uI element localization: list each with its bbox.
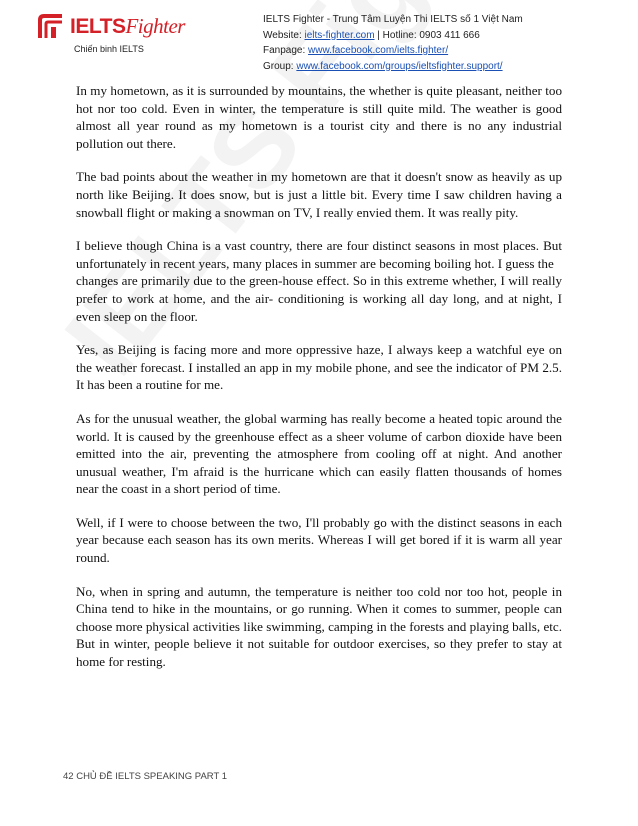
logo-brand-main: IELTS bbox=[70, 15, 126, 38]
document-body bbox=[76, 82, 562, 687]
hotline-text: | Hotline: 0903 411 666 bbox=[374, 29, 480, 41]
paragraph: Yes, as Beijing is facing more and more oppressive haze, I always keep a watchful eye on the weather forecast. I installed an app in my mobile phone, and see the indicator of PM 2.5. It has been a routine for me. bbox=[76, 342, 562, 393]
fanpage-label: Fanpage: bbox=[263, 45, 309, 56]
header-fanpage-line bbox=[263, 43, 623, 59]
header-group-line bbox=[263, 59, 623, 75]
header-title: IELTS Fighter - Trung Tâm Luyện Thi IELTS số 1 Việt Nam bbox=[263, 14, 523, 25]
logo-brand-italic: Fighter bbox=[125, 14, 185, 38]
paragraph: In my hometown, as it is surrounded by mountains, the whether is quite pleasant, neither too hot nor too cold. Even in winter, the temperature is still quite mild. The weather is good almost all year round as my hometown is a tourist city and there is no any industrial pollution out there. bbox=[76, 83, 562, 151]
website-label: Website: bbox=[263, 29, 305, 41]
header-website-line bbox=[263, 28, 623, 44]
paragraph: The bad points about the weather in my hometown are that it doesn't snow as heavily as up north like Beijing. It does snow, but is just a little bit. Every time I saw children having a snowball flight or making a snowman on TV, I really envied them. It was really pity. bbox=[76, 169, 562, 220]
group-label: Group: bbox=[263, 60, 297, 72]
page-footer: 42 CHỦ ĐỀ IELTS SPEAKING PART 1 bbox=[63, 771, 228, 782]
logo bbox=[36, 10, 196, 62]
logo-mark-icon bbox=[36, 12, 66, 42]
logo-wordmark bbox=[70, 14, 185, 39]
paragraph: changes are primarily due to the green-house effect. So in this extreme whether, I will really prefer to work at home, and the air- conditioning is working all day long, and at night, I even sleep on the floor. bbox=[76, 273, 562, 324]
paragraph: No, when in spring and autumn, the temperature is neither too cold nor too hot, people in China tend to hike in the mountains, or go running. When it comes to summer, people can choose more physical activities like swimming, camping in the forests and playing balls, etc. But in winter, people believe it not suitable for outdoor exercises, so they prefer to stay at home for resting. bbox=[76, 583, 562, 670]
header-info bbox=[263, 12, 623, 74]
paragraph: I believe though China is a vast country, there are four distinct seasons in most places. But unfortunately in recent years, many places in summer are becoming boiling hot. I guess the bbox=[76, 238, 562, 271]
paragraph: Well, if I were to choose between the two, I'll probably go with the distinct seasons in each year because each season has its own merits. Whereas I will get bored if it is warm all year round. bbox=[76, 514, 562, 566]
website-link[interactable]: ielts-fighter.com bbox=[304, 29, 375, 41]
fanpage-link[interactable]: www.facebook.com/ielts.fighter/ bbox=[308, 45, 449, 56]
group-link[interactable]: www.facebook.com/groups/ieltsfighter.support/ bbox=[296, 60, 503, 72]
paragraph: As for the unusual weather, the global warming has really become a heated topic around the world. It is caused by the greenhouse effect as a sheer volume of carbon dioxide have been emitted into the air, preventing the atmosphere from cooling off at night. And another unusual weather, I'm afraid is the hurricane which can easily flatten thousands of homes near the coast in a short period of time. bbox=[76, 410, 562, 497]
logo-tagline: Chiến binh IELTS bbox=[74, 44, 144, 54]
